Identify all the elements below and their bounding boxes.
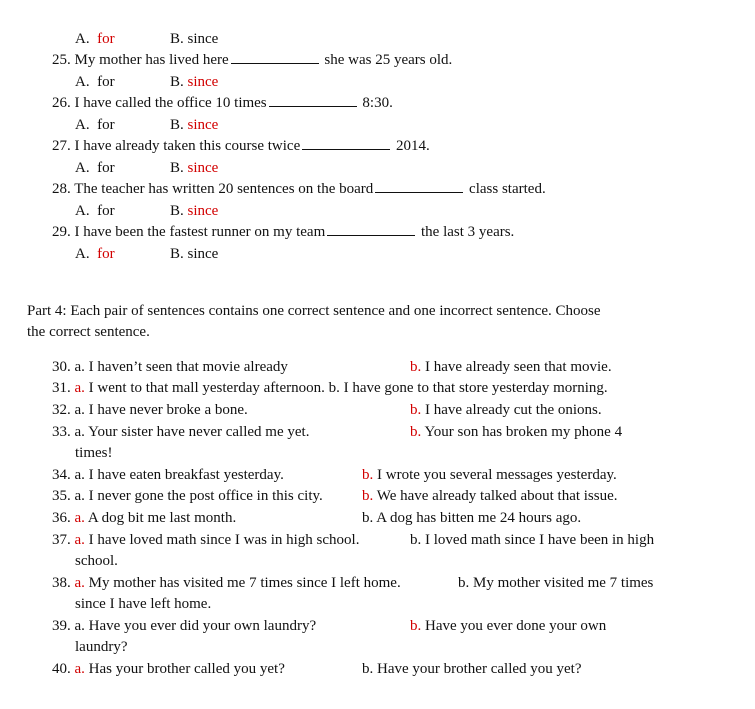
question-number: 30. <box>52 359 71 375</box>
choice-b-label: b. <box>458 575 470 591</box>
question-number: 37. <box>52 532 71 548</box>
option-b-label: B. <box>170 117 184 133</box>
question-29 <box>52 222 514 242</box>
options-27 <box>75 158 115 178</box>
option-b-answer: since <box>187 160 219 176</box>
choice-a-text: Has your brother called you yet? <box>88 661 285 677</box>
question-tail: class started. <box>469 181 546 197</box>
choice-b-text: Have your brother called you yet? <box>377 661 582 677</box>
answer-blank <box>269 94 357 107</box>
choice-b-text: I wrote you several messages yesterday. <box>377 467 617 483</box>
answer-blank <box>327 223 415 236</box>
question-36 <box>52 508 236 528</box>
question-40 <box>52 659 285 679</box>
question-33 <box>52 422 309 442</box>
question-number: 39. <box>52 618 71 634</box>
choice-b-label-answer: b. <box>362 488 374 504</box>
question-32 <box>52 400 248 420</box>
options-25 <box>75 72 115 92</box>
choice-a-label-answer: a. <box>74 510 85 526</box>
question-37 <box>52 530 359 550</box>
options-29 <box>75 244 115 264</box>
option-a-label: A. <box>75 246 90 262</box>
choice-b-text: I have already seen that movie. <box>425 359 612 375</box>
choice-a-text: A dog bit me last month. <box>87 510 237 526</box>
question-tail: 2014. <box>395 138 430 154</box>
choice-a-label-answer: a. <box>74 575 85 591</box>
question-number: 38. <box>52 575 71 591</box>
option-a-label: A. <box>75 117 90 133</box>
question-number: 40. <box>52 661 71 677</box>
options-26 <box>75 115 115 135</box>
option-a-answer: for <box>97 31 115 47</box>
choice-a-text: I went to that mall yesterday afternoon. <box>88 380 325 396</box>
option-b-word: since <box>187 246 219 262</box>
option-b-label: B. <box>170 74 184 90</box>
options-27-b <box>170 158 218 178</box>
options-28 <box>75 201 115 221</box>
choice-b-label: b. <box>410 532 422 548</box>
choice-a-text: Have you ever did your own laundry? <box>88 618 317 634</box>
question-35-b <box>362 486 618 506</box>
choice-b-label-answer: b. <box>410 424 422 440</box>
question-30-b <box>410 357 612 377</box>
option-b-label: B. <box>170 31 184 47</box>
choice-a-label-answer: a. <box>74 532 85 548</box>
choice-a-label: a. <box>74 618 85 634</box>
choice-a-label: a. <box>74 424 85 440</box>
option-a-word: for <box>97 203 115 219</box>
question-25 <box>52 50 452 70</box>
choice-a-text: I never gone the post office in this city. <box>88 488 323 504</box>
option-a-label: A. <box>75 203 90 219</box>
choice-b-label: b. <box>362 510 374 526</box>
question-number: 35. <box>52 488 71 504</box>
choice-a-label: a. <box>74 359 85 375</box>
option-b-word: since <box>187 31 219 47</box>
question-26 <box>52 93 393 113</box>
option-b-label: B. <box>170 246 184 262</box>
question-stem: I have already taken this course twice <box>74 138 301 154</box>
options-26-b <box>170 115 218 135</box>
option-a-word: for <box>97 117 115 133</box>
options-24 <box>75 29 115 49</box>
question-32-b <box>410 400 602 420</box>
options-25-b <box>170 72 218 92</box>
choice-b-text: A dog has bitten me 24 hours ago. <box>376 510 582 526</box>
question-number: 31. <box>52 380 71 396</box>
choice-a-text: Your sister have never called me yet. <box>88 424 310 440</box>
choice-b-text: I have gone to that store yesterday morning. <box>343 380 608 396</box>
question-stem: I have called the office 10 times <box>74 95 267 111</box>
question-number: 25. <box>52 52 71 68</box>
question-number: 34. <box>52 467 71 483</box>
part4-instructions: Part 4: Each pair of sentences contains one correct sentence and one incorrect sentence. Choose <box>27 303 601 319</box>
option-a-word: for <box>97 74 115 90</box>
choice-b-text: My mother visited me 7 times <box>473 575 654 591</box>
choice-b-label-answer: b. <box>410 618 422 634</box>
question-38 <box>52 573 401 593</box>
question-33-b <box>410 422 622 442</box>
option-b-answer: since <box>187 203 219 219</box>
question-number: 28. <box>52 181 71 197</box>
question-number: 33. <box>52 424 71 440</box>
options-28-b <box>170 201 218 221</box>
answer-blank <box>302 137 390 150</box>
option-a-label: A. <box>75 74 90 90</box>
choice-a-label-answer: a. <box>74 380 85 396</box>
question-37-b <box>410 530 654 550</box>
question-38-cont: since I have left home. <box>75 596 212 612</box>
option-b-answer: since <box>187 74 219 90</box>
question-stem: I have been the fastest runner on my team <box>74 224 326 240</box>
question-tail: she was 25 years old. <box>324 52 453 68</box>
question-28 <box>52 179 546 199</box>
question-35 <box>52 486 323 506</box>
option-b-answer: since <box>187 117 219 133</box>
choice-a-text: I haven’t seen that movie already <box>88 359 288 375</box>
question-36-b <box>362 508 581 528</box>
choice-b-text: I have already cut the onions. <box>425 402 602 418</box>
choice-b-label: b. <box>328 380 340 396</box>
choice-a-label-answer: a. <box>74 661 85 677</box>
question-tail: the last 3 years. <box>421 224 515 240</box>
choice-a-text: My mother has visited me 7 times since I left home. <box>88 575 401 591</box>
choice-b-label: b. <box>362 661 374 677</box>
choice-a-text: I have never broke a bone. <box>88 402 248 418</box>
question-37-cont: school. <box>75 553 118 569</box>
choice-a-text: I have loved math since I was in high school. <box>88 532 360 548</box>
option-a-answer: for <box>97 246 115 262</box>
choice-b-label-answer: b. <box>362 467 374 483</box>
option-a-label: A. <box>75 31 90 47</box>
question-number: 29. <box>52 224 71 240</box>
choice-b-text: Your son has broken my phone 4 <box>424 424 623 440</box>
question-tail: 8:30. <box>362 95 393 111</box>
question-number: 32. <box>52 402 71 418</box>
question-number: 27. <box>52 138 71 154</box>
choice-b-text: I loved math since I have been in high <box>425 532 655 548</box>
options-24-b <box>170 29 218 49</box>
option-a-word: for <box>97 160 115 176</box>
choice-b-label-answer: b. <box>410 359 422 375</box>
question-27 <box>52 136 430 156</box>
question-31 <box>52 378 608 398</box>
options-29-b <box>170 244 218 264</box>
choice-a-text: I have eaten breakfast yesterday. <box>88 467 284 483</box>
choice-b-text: Have you ever done your own <box>425 618 607 634</box>
choice-a-label: a. <box>74 402 85 418</box>
option-b-label: B. <box>170 160 184 176</box>
question-number: 36. <box>52 510 71 526</box>
question-40-b <box>362 659 582 679</box>
answer-blank <box>375 180 463 193</box>
choice-a-label: a. <box>74 488 85 504</box>
question-30 <box>52 357 288 377</box>
question-39 <box>52 616 316 636</box>
question-39-b <box>410 616 606 636</box>
question-stem: My mother has lived here <box>74 52 229 68</box>
option-b-label: B. <box>170 203 184 219</box>
question-39-cont: laundry? <box>75 639 128 655</box>
option-a-label: A. <box>75 160 90 176</box>
choice-b-text: We have already talked about that issue. <box>376 488 618 504</box>
question-33-cont: times! <box>75 445 113 461</box>
question-stem: The teacher has written 20 sentences on the board <box>74 181 374 197</box>
choice-a-label: a. <box>74 467 85 483</box>
question-38-b <box>458 573 653 593</box>
question-34-b <box>362 465 617 485</box>
question-34 <box>52 465 284 485</box>
answer-blank <box>231 51 319 64</box>
part4-instructions-cont: the correct sentence. <box>27 324 150 340</box>
choice-b-label-answer: b. <box>410 402 422 418</box>
question-number: 26. <box>52 95 71 111</box>
